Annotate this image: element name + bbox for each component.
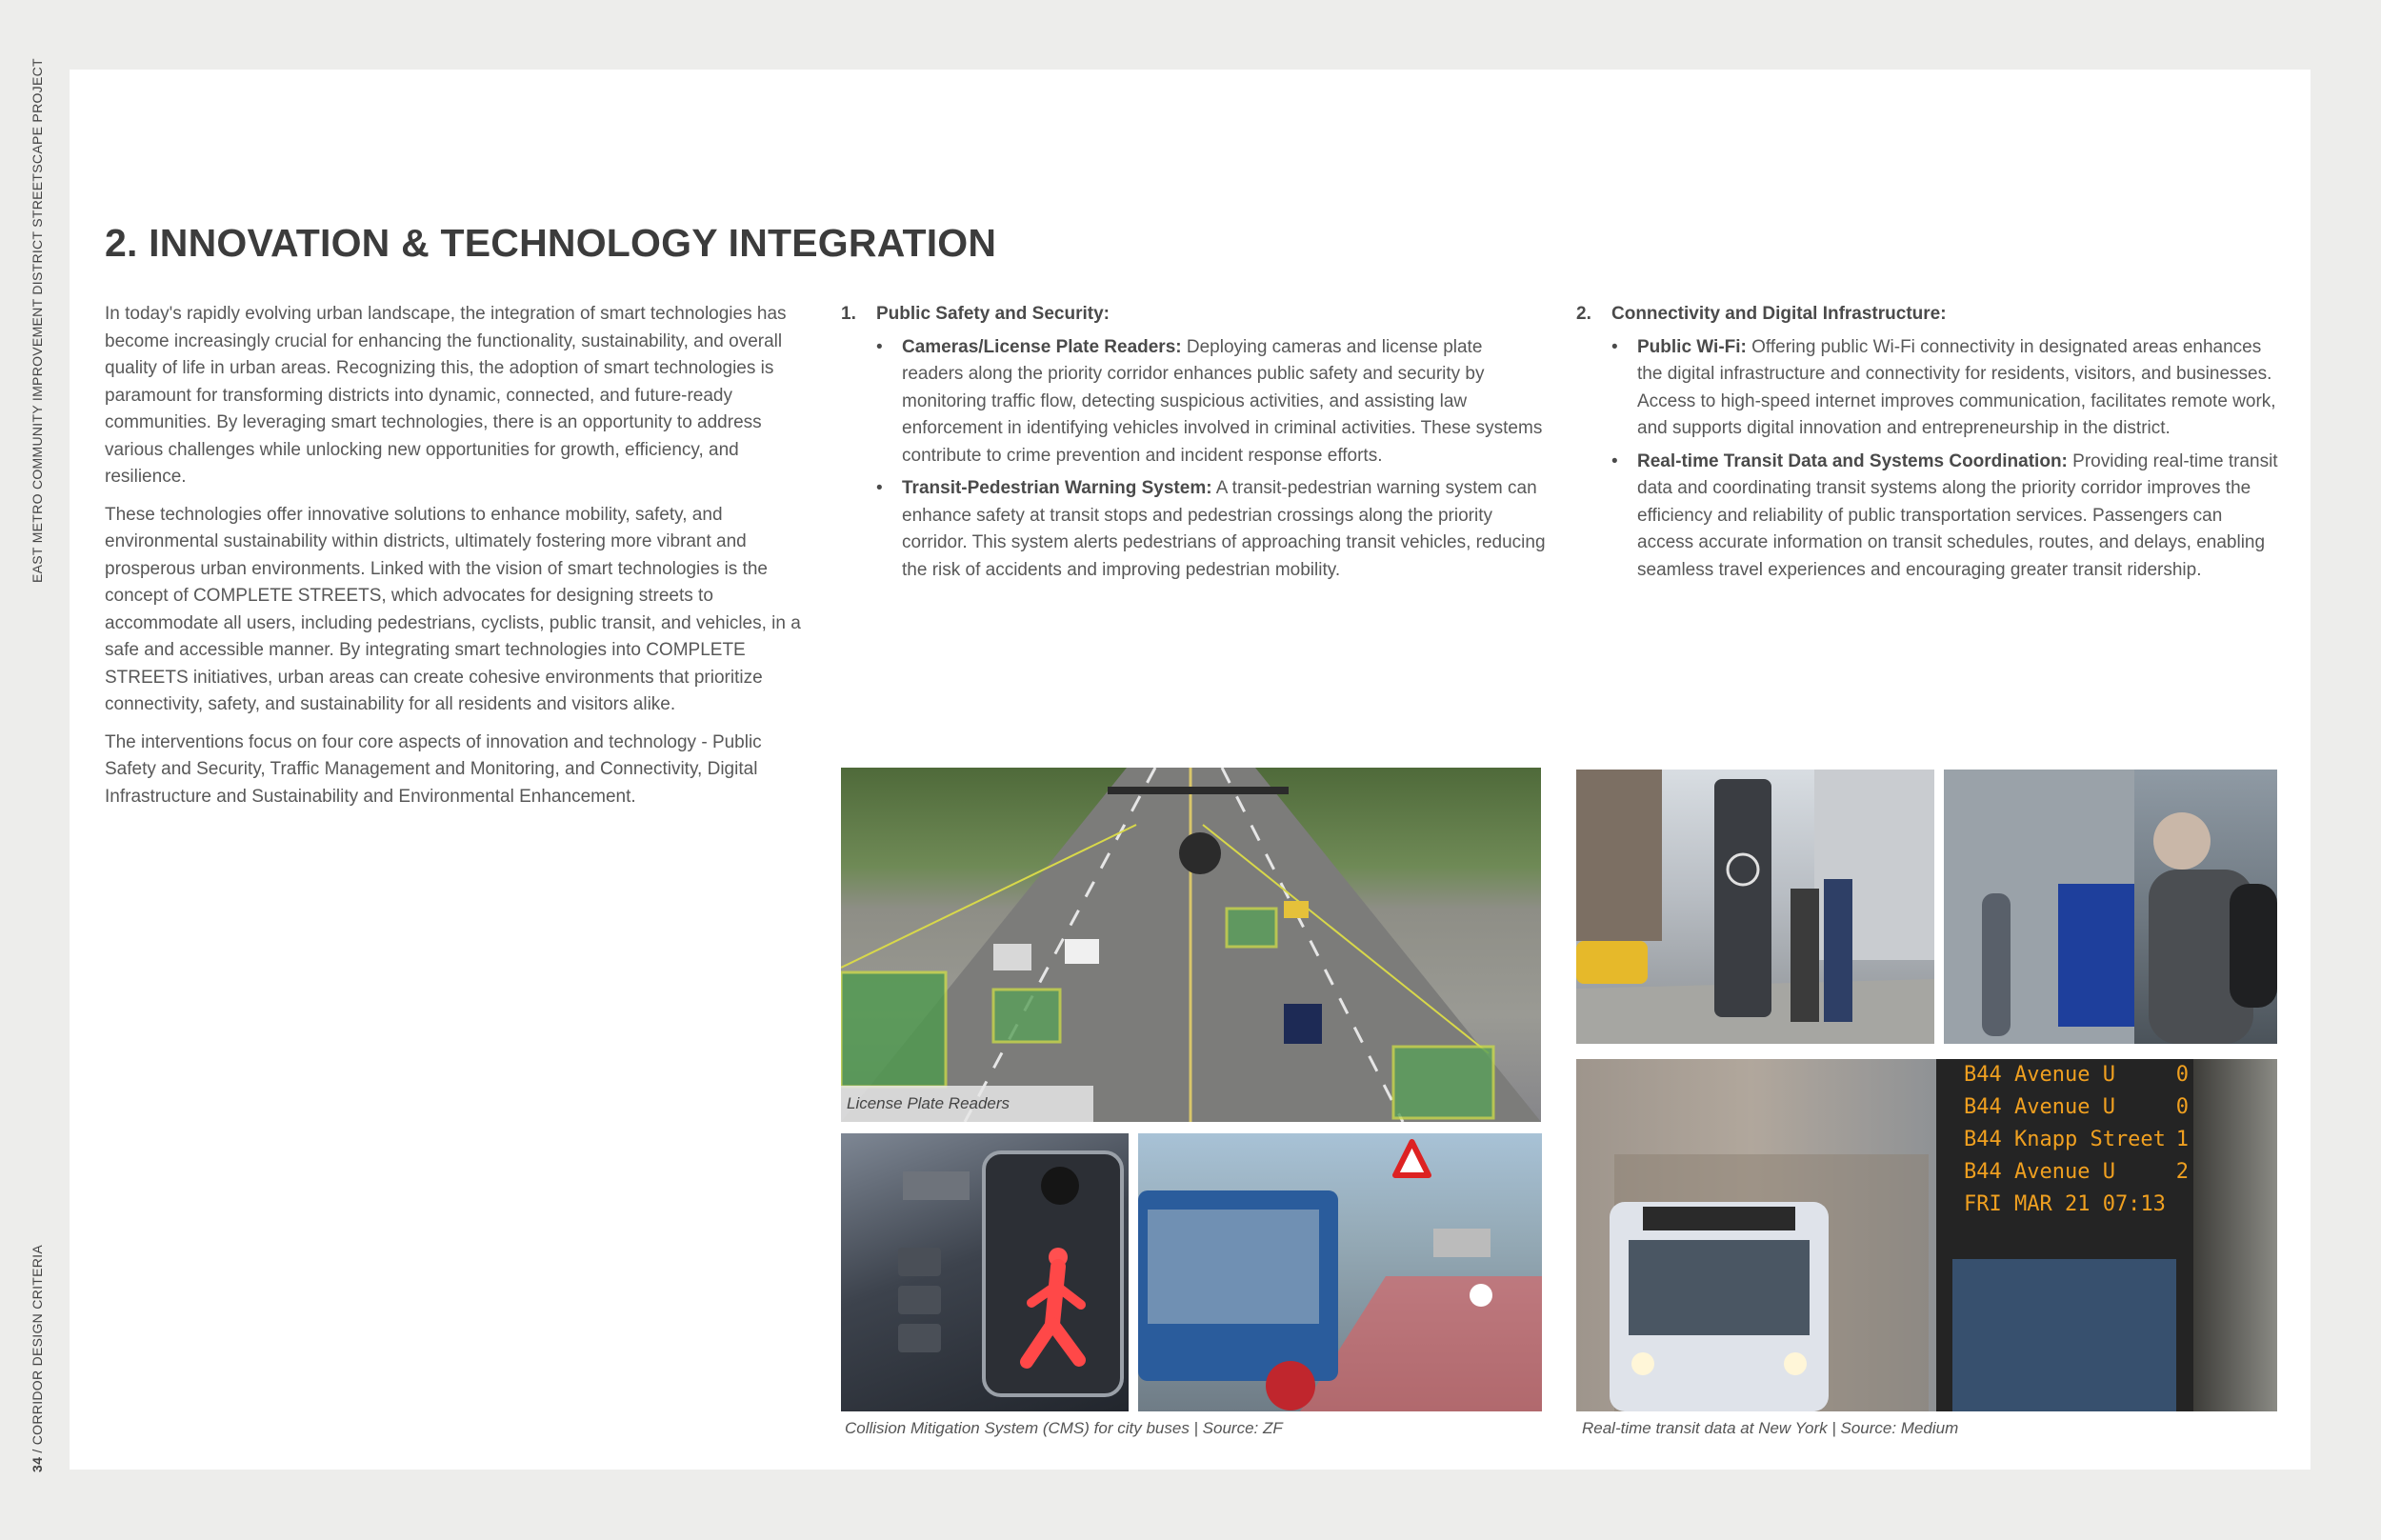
arrival-route: B44 Avenue U bbox=[1964, 1160, 2115, 1184]
detected-vehicle-box bbox=[1227, 909, 1276, 947]
section-number: 2. bbox=[1576, 304, 1591, 324]
pedestrian-signal-photo bbox=[841, 1133, 1129, 1411]
detected-vehicle-box bbox=[993, 990, 1060, 1042]
arrival-route: B44 Avenue U bbox=[1964, 1063, 2115, 1087]
camera-mount bbox=[1108, 787, 1289, 794]
realtime-arrival-board bbox=[1952, 1059, 2200, 1216]
car bbox=[1433, 1229, 1491, 1257]
list-item bbox=[1637, 334, 2281, 443]
intro-paragraph: These technologies offer innovative solutions to enhance mobility, safety, and environmental sustainability within districts, ultimately fostering more vibrant and prosperous urban environments. Linked with the vision of smart technologies is the concept of COMPLETE STREETS, which advocates for designing streets to accommodate all users, including pedestrians, cyclists, public transit, and vehicles, in a safe and accessible manner. By integrating smart technologies into COMPLETE STREETS initiatives, urban areas can create cohesive environments that prioritize connectivity, safety, and sustainability for all residents and visitors alike. bbox=[105, 504, 801, 714]
person-head bbox=[2153, 812, 2211, 870]
bullet-list bbox=[1576, 334, 2281, 585]
section-title: Connectivity and Digital Infrastructure: bbox=[1611, 304, 1947, 324]
list-item-text: Deploying cameras and license plate readers along the priority corridor enhances public safety and security by monitoring traffic flow, detecting suspicious activities, and assisting law enforcement in identifying vehicles involved in criminal activities. These systems contribute to crime prevention and incident response efforts. bbox=[902, 336, 1543, 466]
bus-illustration bbox=[1138, 1133, 1542, 1411]
pedestrian bbox=[1824, 879, 1852, 1022]
arrival-row bbox=[1964, 1124, 2200, 1156]
intro-paragraph: In today's rapidly evolving urban landscape, the integration of smart technologies has become increasingly crucial for enhancing the functionality, sustainability, and overall quality of life in urban areas. Recognizing this, the adoption of smart technologies is paramount for transforming districts into dynamic, connected, and future-ready communities. By leveraging smart technologies, there is an opportunity to address various challenges while unlocking new opportunities for growth, efficiency, and resilience. bbox=[105, 304, 787, 487]
kiosk-user-illustration bbox=[1944, 770, 2277, 1044]
gear-display bbox=[903, 1171, 970, 1200]
list-item bbox=[1637, 449, 2281, 585]
photo-label: License Plate Readers bbox=[841, 1086, 1093, 1122]
section-connectivity bbox=[1576, 301, 2281, 590]
intro-text bbox=[105, 301, 810, 821]
arrival-minutes: 0 bbox=[2175, 1095, 2189, 1119]
car bbox=[1284, 1004, 1322, 1044]
list-item-text: A transit-pedestrian warning system can enhance safety at transit stops and pedestrian crossings along the priority corridor. This system alerts pedestrians of approaching transit vehicles, reducing the risk of accidents and improving pedestrian mobility. bbox=[902, 478, 1546, 580]
side-page-label bbox=[30, 1245, 45, 1472]
building bbox=[1576, 770, 1662, 941]
list-item bbox=[902, 334, 1546, 470]
car bbox=[1284, 901, 1309, 918]
list-item-term: Cameras/License Plate Readers: bbox=[902, 336, 1182, 357]
arrival-route: B44 Knapp Street bbox=[1964, 1128, 2166, 1151]
highway-illustration bbox=[841, 768, 1541, 1122]
list-item-text: Offering public Wi-Fi connectivity in designated areas enhances the digital infrastructure and connectivity for residents, visitors, and businesses. Access to high-speed internet improves communication, facilitates remote work, and supports digital innovation and entrepreneurship in the district. bbox=[1637, 336, 2276, 438]
pedestrian bbox=[1791, 889, 1819, 1022]
realtime-transit-photo bbox=[1576, 1059, 2277, 1411]
warning-icon bbox=[1395, 1142, 1429, 1175]
license-plate-reader-photo bbox=[841, 768, 1541, 1122]
list-item bbox=[902, 475, 1546, 584]
list-item-term: Real-time Transit Data and Systems Coordination: bbox=[1637, 450, 2068, 471]
car bbox=[1065, 939, 1099, 964]
kiosk-icons bbox=[1982, 893, 2011, 1036]
section-label: / CORRIDOR DESIGN CRITERIA bbox=[30, 1245, 45, 1453]
detected-vehicle-box bbox=[1393, 1047, 1493, 1118]
kiosk-user-photo bbox=[1944, 770, 2277, 1044]
taxi bbox=[1576, 941, 1648, 984]
arrival-row bbox=[1964, 1091, 2200, 1124]
section-public-safety bbox=[841, 301, 1546, 590]
list-item-text: Providing real-time transit data and coordinating transit systems along the priority corridor improves the efficiency and reliability of public transportation services. Passengers can access accurate information on transit schedules, routes, and delays, enabling seamless travel experiences and encouraging greater transit ridership. bbox=[1637, 450, 2278, 580]
bus-collision-photo bbox=[1138, 1133, 1542, 1411]
section-heading bbox=[841, 301, 1546, 329]
intro-paragraph: The interventions focus on four core aspects of innovation and technology - Public Safety and Security, Traffic Management and Monitoring, and Connectivity, Digital Infrastructure and Sustainability and Environmental Enhancement. bbox=[105, 731, 762, 807]
camera-dome bbox=[1179, 832, 1221, 874]
bullet-list bbox=[841, 334, 1546, 585]
signal-button bbox=[1041, 1167, 1079, 1205]
arrival-row bbox=[1964, 1156, 2200, 1189]
backpack bbox=[2230, 884, 2277, 1008]
arrival-minutes: 1 bbox=[2175, 1128, 2189, 1151]
arrival-route: B44 Avenue U bbox=[1964, 1095, 2115, 1119]
photo-caption-right: Real-time transit data at New York | Source: Medium bbox=[1582, 1419, 1959, 1437]
wifi-kiosk bbox=[1714, 779, 1771, 1017]
car bbox=[993, 944, 1031, 970]
bus-destination-sign bbox=[1643, 1207, 1795, 1230]
transit-map bbox=[1952, 1259, 2176, 1411]
wifi-kiosk-street-photo bbox=[1576, 770, 1934, 1044]
list-item-term: Public Wi-Fi: bbox=[1637, 336, 1747, 357]
bus-headlight bbox=[1631, 1352, 1654, 1375]
bus-windshield bbox=[1629, 1240, 1810, 1335]
arrival-minutes: 0 bbox=[2175, 1063, 2189, 1087]
bus-wheel bbox=[1266, 1361, 1315, 1410]
arrival-row bbox=[1964, 1059, 2200, 1091]
bus-windows bbox=[1148, 1210, 1319, 1324]
side-project-label: EAST METRO COMMUNITY IMPROVEMENT DISTRICT STREETSCAPE PROJECT bbox=[30, 58, 45, 583]
arrival-time: FRI MAR 21 07:13 bbox=[1964, 1192, 2166, 1216]
walk-signal-icon bbox=[1052, 1267, 1058, 1324]
photo-caption-left: Collision Mitigation System (CMS) for city buses | Source: ZF bbox=[845, 1419, 1283, 1437]
gear-key bbox=[898, 1248, 941, 1276]
wifi-kiosk-illustration bbox=[1576, 770, 1934, 1044]
section-title: Public Safety and Security: bbox=[876, 304, 1110, 324]
detected-vehicle-box bbox=[841, 972, 946, 1087]
list-item-term: Transit-Pedestrian Warning System: bbox=[902, 478, 1212, 498]
bus-headlight bbox=[1784, 1352, 1807, 1375]
gear-key bbox=[898, 1286, 941, 1314]
pedestrian bbox=[1470, 1284, 1492, 1307]
section-heading bbox=[1576, 301, 2281, 329]
page-number: 34 bbox=[30, 1456, 45, 1472]
page-title: 2. INNOVATION & TECHNOLOGY INTEGRATION bbox=[105, 221, 997, 265]
arrival-minutes: 2 bbox=[2175, 1160, 2189, 1184]
kiosk-screen bbox=[2058, 884, 2134, 1027]
pedestrian-signal-illustration bbox=[841, 1133, 1129, 1411]
section-number: 1. bbox=[841, 304, 856, 324]
gear-key bbox=[898, 1324, 941, 1352]
